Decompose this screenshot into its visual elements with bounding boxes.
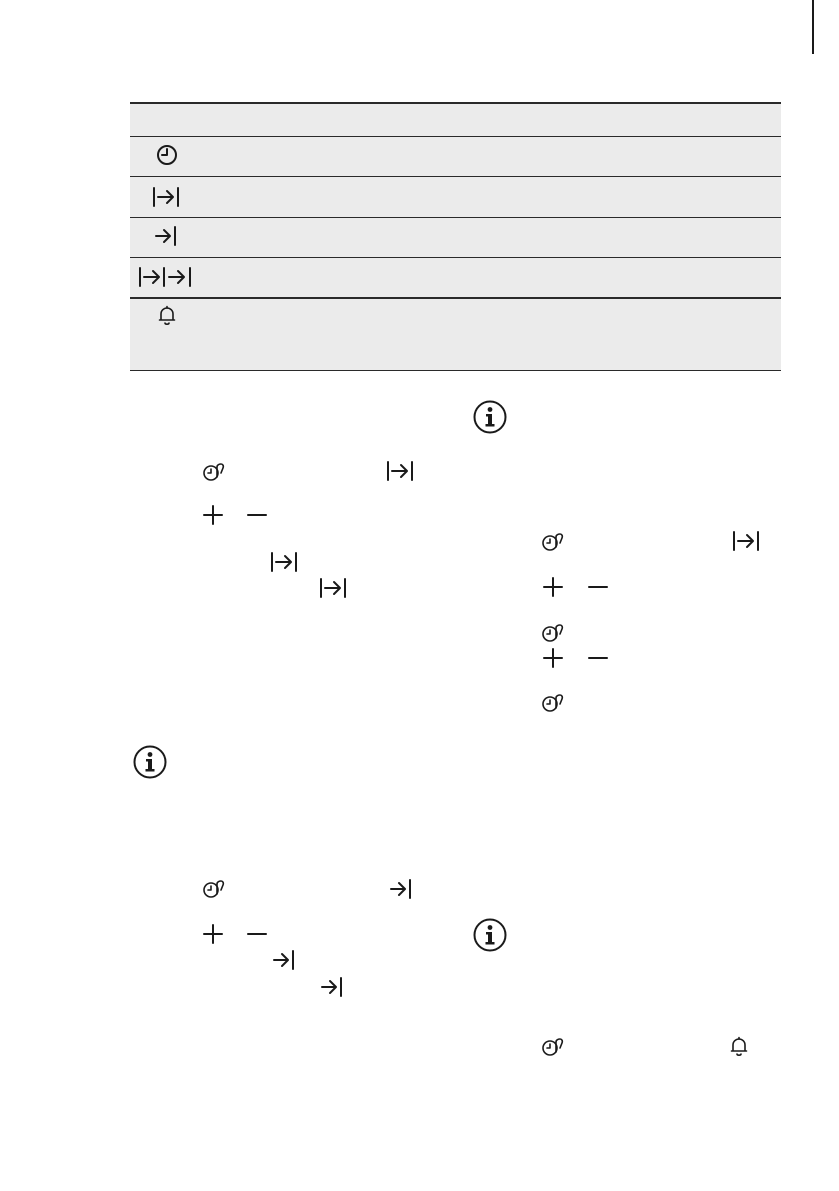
table-row-divider [130,257,781,258]
table-top-rule [130,102,781,104]
end-time-icon[interactable] [389,878,413,900]
bell-icon[interactable] [729,1036,749,1058]
table-row-divider [130,136,781,137]
clock-function-icon[interactable] [541,622,565,644]
minus-icon[interactable] [247,924,267,944]
clock-function-icon[interactable] [541,531,565,553]
time-delay-icon [138,266,194,288]
crop-mark [812,0,814,54]
duration-icon [270,551,300,573]
plus-icon[interactable] [543,577,563,597]
table-row-divider [130,297,781,299]
duration-icon[interactable] [732,530,762,552]
end-time-icon [272,949,296,971]
table-bottom-rule [130,370,781,371]
end-time-icon [320,976,344,998]
table-row-divider [130,217,781,218]
clock-function-icon[interactable] [541,1036,565,1058]
plus-icon[interactable] [203,924,223,944]
table-row-divider [130,176,781,177]
duration-icon [319,577,349,599]
plus-icon[interactable] [203,505,223,525]
clock-function-icon[interactable] [202,461,226,483]
clock-icon [156,144,178,166]
end-time-icon [154,225,178,247]
info-icon [133,745,167,779]
minus-icon[interactable] [247,505,267,525]
clock-functions-table [130,102,781,371]
info-icon [473,918,507,952]
clock-function-icon[interactable] [202,878,226,900]
duration-icon [152,186,182,208]
duration-icon[interactable] [386,460,416,482]
plus-icon[interactable] [543,648,563,668]
minus-icon[interactable] [588,648,608,668]
clock-function-icon[interactable] [541,692,565,714]
minus-icon[interactable] [588,577,608,597]
info-icon [473,400,507,434]
bell-icon [157,305,177,327]
